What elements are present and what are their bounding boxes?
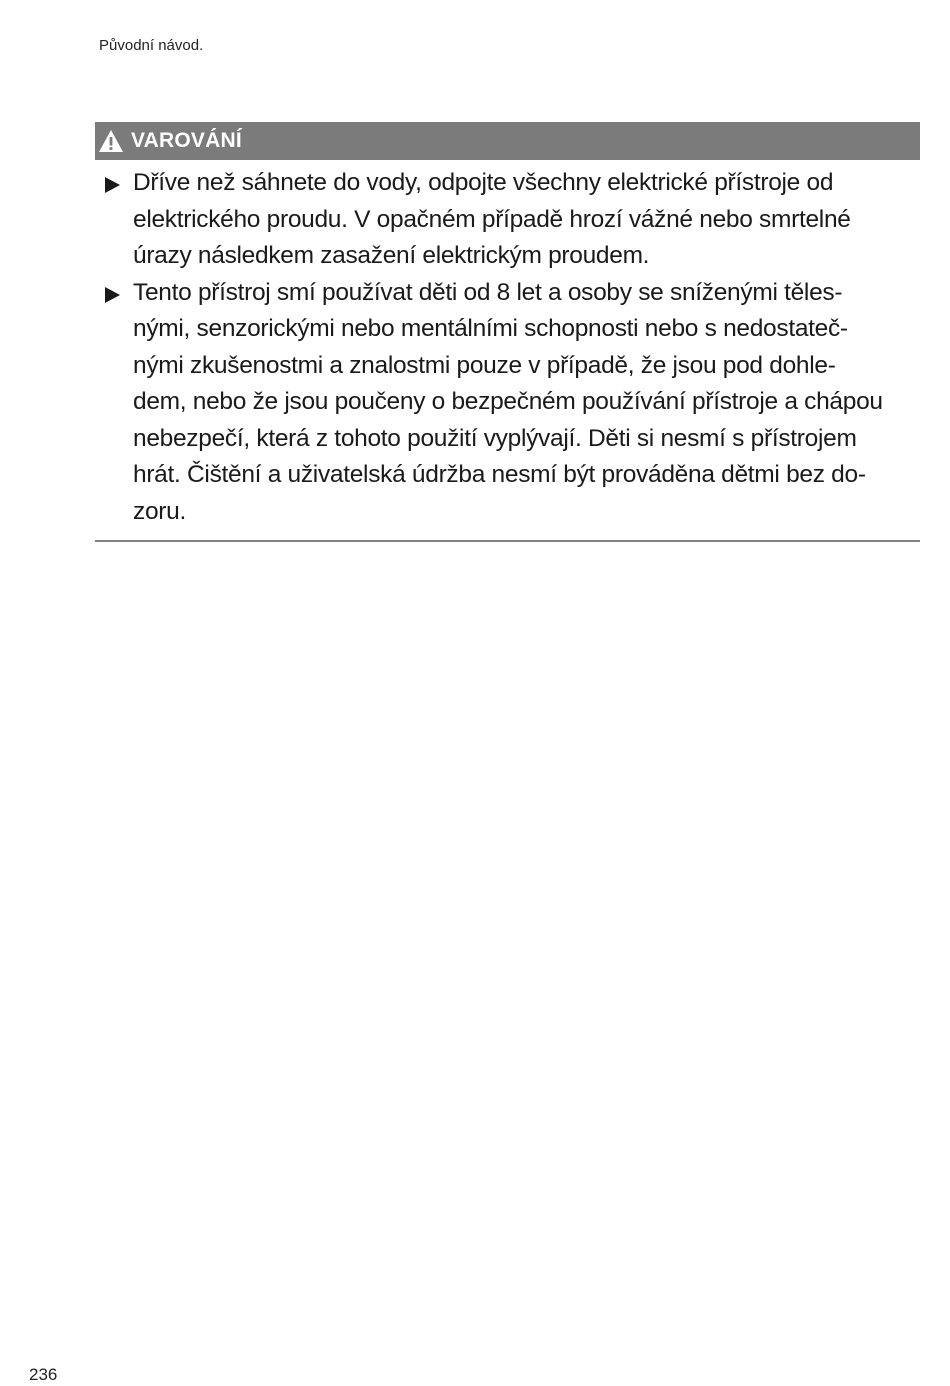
triangle-bullet-icon bbox=[105, 177, 120, 193]
text-line: nými, senzorickými nebo mentálními schopnosti nebo s nedostateč- bbox=[133, 315, 848, 342]
warning-item bbox=[95, 275, 920, 531]
text-line: nými zkušenostmi a znalostmi pouze v případě, že jsou pod dohle- bbox=[133, 351, 836, 379]
text-line: elektrického proudu. V opačném případě hrozí vážné nebo smrtelné bbox=[133, 205, 851, 233]
text-line: Tento přístroj smí používat děti od 8 let a osoby se sníženými těles- bbox=[133, 278, 843, 306]
text-line: Dříve než sáhnete do vody, odpojte všechny elektrické přístroje od bbox=[133, 169, 834, 196]
warning-list bbox=[95, 165, 920, 530]
warning-header-bar bbox=[95, 122, 920, 160]
text-line: zoru. bbox=[133, 497, 186, 525]
warning-box bbox=[95, 122, 920, 542]
text-line: nebezpečí, která z tohoto použití vyplývají. Děti si nesmí s přístrojem bbox=[133, 424, 857, 452]
warning-item bbox=[95, 165, 920, 275]
warning-triangle-icon bbox=[98, 129, 124, 153]
text-line: hrát. Čištění a uživatelská údržba nesmí být prováděna dětmi bez do- bbox=[133, 461, 866, 488]
page-number: 236 bbox=[29, 1365, 58, 1384]
text-line: dem, nebo že jsou poučeny o bezpečném používání přístroje a chápou bbox=[133, 388, 883, 415]
warning-title: VAROVÁNÍ bbox=[131, 129, 242, 152]
triangle-bullet-icon bbox=[105, 287, 120, 303]
text-line: úrazy následkem zasažení elektrickým proudem. bbox=[133, 242, 650, 269]
bottom-divider bbox=[95, 540, 920, 542]
running-header: Původní návod. bbox=[99, 37, 204, 54]
